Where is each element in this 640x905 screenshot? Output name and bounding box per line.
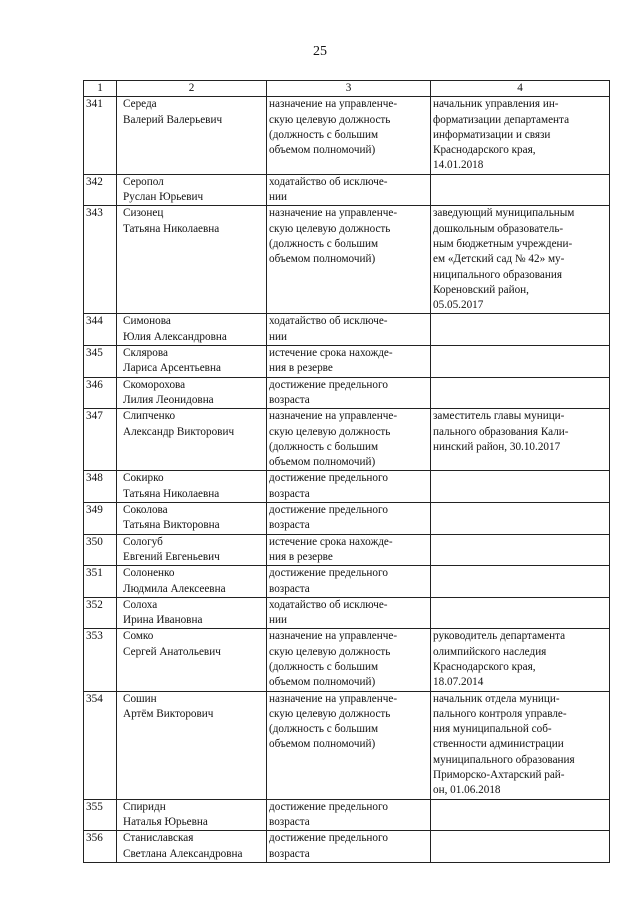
- appointed-position-cell: [431, 597, 610, 629]
- exclusion-reason-line: достижение предельного: [269, 832, 388, 845]
- appointed-position-line: пального контроля управле-: [433, 707, 567, 720]
- exclusion-reason-line: скую целевую должность: [269, 645, 391, 658]
- person-name-cell: [117, 831, 267, 863]
- table-row: [84, 597, 610, 629]
- appointed-position-cell: [431, 629, 610, 691]
- exclusion-reason-line: (должность с большим: [269, 440, 379, 453]
- row-number: 354: [84, 691, 117, 799]
- appointed-position-line: пального образования Кали-: [433, 425, 569, 438]
- row-number: 341: [84, 97, 117, 174]
- exclusion-reason-line: ходатайство об исключе-: [269, 175, 388, 188]
- page-number: 25: [313, 44, 327, 59]
- header-col-2: 2: [117, 81, 267, 97]
- exclusion-reason-line: истечение срока нахожде-: [269, 535, 393, 548]
- exclusion-reason-line: объемом полномочий): [269, 144, 376, 157]
- appointed-position-line: ем «Детский сад № 42» му-: [433, 253, 565, 266]
- table-row: [84, 629, 610, 691]
- exclusion-reason-line: истечение срока нахожде-: [269, 347, 393, 360]
- exclusion-reason-cell: [267, 377, 431, 409]
- table-row: [84, 799, 610, 831]
- appointed-position-cell: [431, 534, 610, 566]
- table-row: [84, 314, 610, 346]
- person-name-line: Симонова: [123, 315, 171, 328]
- person-name-line: Наталья Юрьевна: [123, 815, 208, 828]
- row-number: 347: [84, 409, 117, 471]
- person-name-cell: [117, 346, 267, 378]
- exclusion-reason-cell: [267, 831, 431, 863]
- appointed-position-line: заместитель главы муници-: [433, 410, 565, 423]
- person-name-line: Сошин: [123, 692, 157, 705]
- person-name-line: Слипченко: [123, 410, 176, 423]
- table-row: [84, 566, 610, 598]
- person-name-line: Серопол: [123, 175, 164, 188]
- exclusion-reason-cell: [267, 503, 431, 535]
- row-number: 356: [84, 831, 117, 863]
- exclusion-reason-line: нии: [269, 330, 287, 343]
- exclusion-reason-line: достижение предельного: [269, 800, 388, 813]
- table-row: [84, 206, 610, 314]
- appointed-position-line: ственности администрации: [433, 738, 564, 751]
- person-name-cell: [117, 377, 267, 409]
- appointed-position-cell: [431, 799, 610, 831]
- header-col-3: 3: [267, 81, 431, 97]
- person-name-line: Людмила Алексеевна: [123, 582, 226, 595]
- person-name-line: Середа: [123, 98, 157, 111]
- person-name-cell: [117, 691, 267, 799]
- appointed-position-cell: [431, 174, 610, 206]
- exclusion-reason-line: объемом полномочий): [269, 676, 376, 689]
- exclusion-reason-line: нии: [269, 191, 287, 204]
- exclusion-reason-cell: [267, 566, 431, 598]
- appointed-position-line: муниципального образования: [433, 753, 575, 766]
- person-name-cell: [117, 629, 267, 691]
- appointed-position-line: заведующий муниципальным: [433, 207, 575, 220]
- appointed-position-cell: [431, 503, 610, 535]
- person-name-line: Сергей Анатольевич: [123, 645, 221, 658]
- table-row: [84, 377, 610, 409]
- exclusion-reason-cell: [267, 534, 431, 566]
- appointed-position-line: 05.05.2017: [433, 299, 484, 312]
- exclusion-reason-line: назначение на управленче-: [269, 410, 398, 423]
- appointed-position-cell: [431, 409, 610, 471]
- exclusion-reason-line: (должность с большим: [269, 723, 379, 736]
- appointed-position-cell: [431, 346, 610, 378]
- appointed-position-line: 18.07.2014: [433, 676, 484, 689]
- person-name-line: Скоморохова: [123, 378, 186, 391]
- exclusion-reason-line: объемом полномочий): [269, 456, 376, 469]
- person-name-line: Лариса Арсентьевна: [123, 362, 221, 375]
- exclusion-reason-line: достижение предельного: [269, 472, 388, 485]
- table-row: [84, 471, 610, 503]
- exclusion-reason-line: возраста: [269, 393, 310, 406]
- person-name-line: Евгений Евгеньевич: [123, 550, 220, 563]
- row-number: 348: [84, 471, 117, 503]
- exclusion-reason-line: скую целевую должность: [269, 707, 391, 720]
- person-name-line: Склярова: [123, 347, 168, 360]
- row-number: 352: [84, 597, 117, 629]
- appointed-position-cell: [431, 831, 610, 863]
- exclusion-reason-line: ния в резерве: [269, 362, 333, 375]
- appointed-position-line: форматизации департамента: [433, 113, 570, 126]
- row-number: 350: [84, 534, 117, 566]
- table-row: [84, 174, 610, 206]
- table-row: [84, 831, 610, 863]
- person-name-cell: [117, 206, 267, 314]
- person-name-line: Сологуб: [123, 535, 163, 548]
- person-name-line: Соколова: [123, 504, 168, 517]
- appointed-position-cell: [431, 691, 610, 799]
- table-row: [84, 346, 610, 378]
- person-name-cell: [117, 174, 267, 206]
- exclusion-reason-line: скую целевую должность: [269, 113, 391, 126]
- person-name-line: Артём Викторович: [123, 707, 214, 720]
- person-name-cell: [117, 409, 267, 471]
- row-number: 355: [84, 799, 117, 831]
- person-name-line: Валерий Валерьевич: [123, 113, 223, 126]
- appointed-position-line: дошкольным образователь-: [433, 222, 564, 235]
- exclusion-reason-line: достижение предельного: [269, 567, 388, 580]
- row-number: 351: [84, 566, 117, 598]
- exclusion-reason-line: нии: [269, 614, 287, 627]
- person-name-line: Ирина Ивановна: [123, 614, 203, 627]
- table-row: [84, 97, 610, 174]
- person-name-line: Сокирко: [123, 472, 164, 485]
- exclusion-reason-line: назначение на управленче-: [269, 692, 398, 705]
- exclusion-reason-line: объемом полномочий): [269, 253, 376, 266]
- appointed-position-line: нинский район, 30.10.2017: [433, 440, 561, 453]
- person-name-cell: [117, 314, 267, 346]
- table-row: [84, 409, 610, 471]
- row-number: 344: [84, 314, 117, 346]
- appointed-position-line: ниципального образования: [433, 268, 562, 281]
- appointed-position-cell: [431, 471, 610, 503]
- exclusion-reason-cell: [267, 691, 431, 799]
- exclusion-reason-cell: [267, 346, 431, 378]
- exclusion-reason-line: достижение предельного: [269, 504, 388, 517]
- exclusion-reason-line: ходатайство об исключе-: [269, 598, 388, 611]
- exclusion-reason-line: назначение на управленче-: [269, 630, 398, 643]
- appointed-position-line: руководитель департамента: [433, 630, 566, 643]
- table-row: [84, 534, 610, 566]
- exclusion-reason-cell: [267, 409, 431, 471]
- person-name-line: Солоненко: [123, 567, 175, 580]
- person-name-line: Юлия Александровна: [123, 330, 227, 343]
- person-name-cell: [117, 566, 267, 598]
- row-number: 342: [84, 174, 117, 206]
- appointed-position-cell: [431, 97, 610, 174]
- person-name-cell: [117, 503, 267, 535]
- table-header-row: [84, 81, 610, 97]
- appointed-position-line: 14.01.2018: [433, 159, 484, 172]
- person-name-cell: [117, 799, 267, 831]
- exclusion-reason-cell: [267, 97, 431, 174]
- exclusion-reason-cell: [267, 174, 431, 206]
- exclusion-reason-line: возраста: [269, 582, 310, 595]
- person-name-line: Александр Викторович: [123, 425, 235, 438]
- exclusion-reason-line: скую целевую должность: [269, 222, 391, 235]
- personnel-reserve-table: [83, 80, 610, 863]
- appointed-position-cell: [431, 566, 610, 598]
- person-name-line: Татьяна Викторовна: [123, 519, 220, 532]
- appointed-position-line: олимпийского наследия: [433, 645, 547, 658]
- appointed-position-cell: [431, 206, 610, 314]
- header-col-4: 4: [431, 81, 610, 97]
- exclusion-reason-cell: [267, 597, 431, 629]
- person-name-cell: [117, 471, 267, 503]
- exclusion-reason-cell: [267, 206, 431, 314]
- table-row: [84, 691, 610, 799]
- appointed-position-line: ния муниципальной соб-: [433, 723, 552, 736]
- person-name-line: Татьяна Николаевна: [123, 222, 220, 235]
- exclusion-reason-cell: [267, 799, 431, 831]
- appointed-position-cell: [431, 314, 610, 346]
- appointed-position-line: он, 01.06.2018: [433, 784, 501, 797]
- row-number: 349: [84, 503, 117, 535]
- exclusion-reason-line: назначение на управленче-: [269, 207, 398, 220]
- appointed-position-line: Краснодарского края,: [433, 660, 536, 673]
- row-number: 346: [84, 377, 117, 409]
- appointed-position-line: информатизации и связи: [433, 128, 551, 141]
- appointed-position-line: Приморско-Ахтарский рай-: [433, 769, 565, 782]
- appointed-position-line: Краснодарского края,: [433, 144, 536, 157]
- person-name-line: Татьяна Николаевна: [123, 487, 220, 500]
- exclusion-reason-line: (должность с большим: [269, 128, 379, 141]
- person-name-line: Лилия Леонидовна: [123, 393, 214, 406]
- appointed-position-line: ным бюджетным учреждени-: [433, 237, 573, 250]
- table-row: [84, 503, 610, 535]
- row-number: 343: [84, 206, 117, 314]
- person-name-line: Светлана Александровна: [123, 847, 243, 860]
- exclusion-reason-line: возраста: [269, 519, 310, 532]
- appointed-position-line: Кореновский район,: [433, 283, 529, 296]
- exclusion-reason-line: (должность с большим: [269, 660, 379, 673]
- person-name-line: Станиславская: [123, 832, 194, 845]
- exclusion-reason-line: ния в резерве: [269, 550, 333, 563]
- exclusion-reason-line: возраста: [269, 815, 310, 828]
- person-name-line: Сомко: [123, 630, 154, 643]
- appointed-position-line: начальник управления ин-: [433, 98, 559, 111]
- header-col-1: 1: [84, 81, 117, 97]
- appointed-position-cell: [431, 377, 610, 409]
- person-name-cell: [117, 534, 267, 566]
- exclusion-reason-cell: [267, 629, 431, 691]
- exclusion-reason-line: ходатайство об исключе-: [269, 315, 388, 328]
- exclusion-reason-line: достижение предельного: [269, 378, 388, 391]
- exclusion-reason-line: возраста: [269, 487, 310, 500]
- exclusion-reason-line: объемом полномочий): [269, 738, 376, 751]
- appointed-position-line: начальник отдела муници-: [433, 692, 560, 705]
- exclusion-reason-cell: [267, 471, 431, 503]
- row-number: 345: [84, 346, 117, 378]
- exclusion-reason-line: (должность с большим: [269, 237, 379, 250]
- exclusion-reason-line: скую целевую должность: [269, 425, 391, 438]
- exclusion-reason-line: назначение на управленче-: [269, 98, 398, 111]
- person-name-line: Солоха: [123, 598, 158, 611]
- person-name-line: Руслан Юрьевич: [123, 191, 204, 204]
- person-name-cell: [117, 97, 267, 174]
- row-number: 353: [84, 629, 117, 691]
- exclusion-reason-cell: [267, 314, 431, 346]
- person-name-cell: [117, 597, 267, 629]
- exclusion-reason-line: возраста: [269, 847, 310, 860]
- person-name-line: Спиридн: [123, 800, 166, 813]
- person-name-line: Сизонец: [123, 207, 164, 220]
